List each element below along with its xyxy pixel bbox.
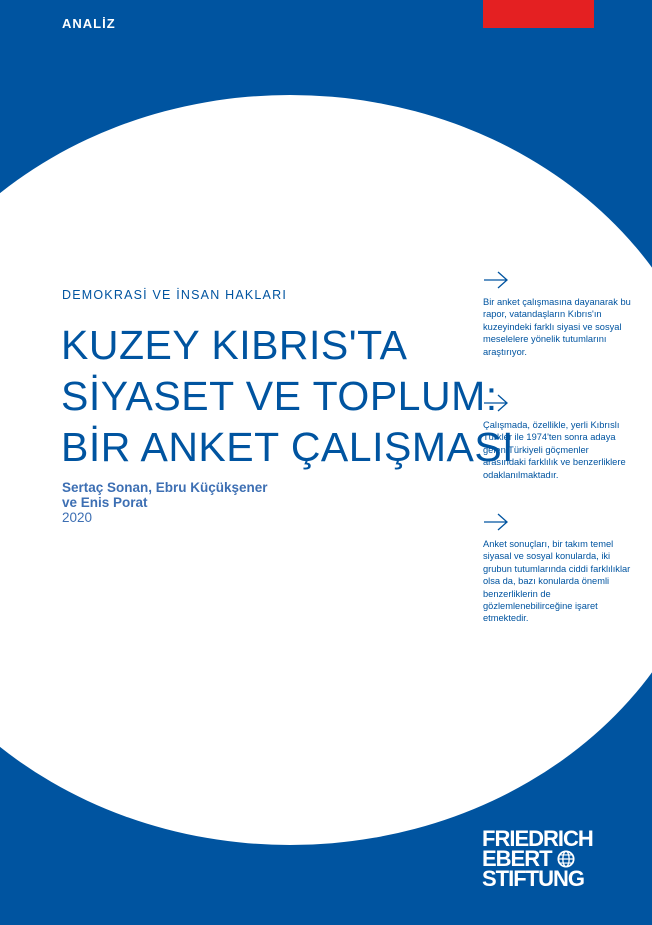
summary-item <box>483 512 633 625</box>
logo-line-ebert: EBERT <box>482 849 593 869</box>
accent-red-tab <box>483 0 594 28</box>
arrow-right-icon <box>483 393 509 413</box>
report-title <box>61 320 515 473</box>
title-line: BİR ANKET ÇALIŞMASI <box>61 424 515 470</box>
series-label: ANALİZ <box>62 16 116 31</box>
summary-item <box>483 393 633 481</box>
arrow-right-icon <box>483 270 509 290</box>
authors-line: ve Enis Porat <box>62 495 148 510</box>
title-line: KUZEY KIBRIS'TA <box>61 322 408 368</box>
category-label: DEMOKRASİ VE İNSAN HAKLARI <box>62 288 287 302</box>
authors-line: Sertaç Sonan, Ebru Küçükşener <box>62 480 268 495</box>
summary-text: Çalışmada, özellikle, yerli Kıbrıslı Türkler ile 1974'ten sonra adaya gelen Türkiyeli göçmenler arasındaki farklılık ve benzerliklere odaklanılmaktadır. <box>483 420 626 480</box>
logo-line: STIFTUNG <box>482 866 584 891</box>
arrow-right-icon <box>483 512 509 532</box>
summary-text: Bir anket çalışmasına dayanarak bu rapor, vatandaşların Kıbrıs'ın kuzeyindeki farklı siyasi ve sosyal meselelere yönelik tutumlarını araştırıyor. <box>483 297 631 357</box>
summary-item <box>483 270 633 358</box>
logo-line: FRIEDRICH <box>482 826 593 851</box>
summary-text: Anket sonuçları, bir takım temel siyasal ve sosyal konularda, iki grubun tutumlarında ciddi farklılıklar olsa da, bazı konularda önemli benzerliklerin de gözlemlenebilirceğine işaret etmektedir. <box>483 539 631 624</box>
authors <box>62 480 268 510</box>
fes-logo <box>482 826 593 891</box>
title-line: SİYASET VE TOPLUM: <box>61 373 498 419</box>
publication-year: 2020 <box>62 510 93 525</box>
